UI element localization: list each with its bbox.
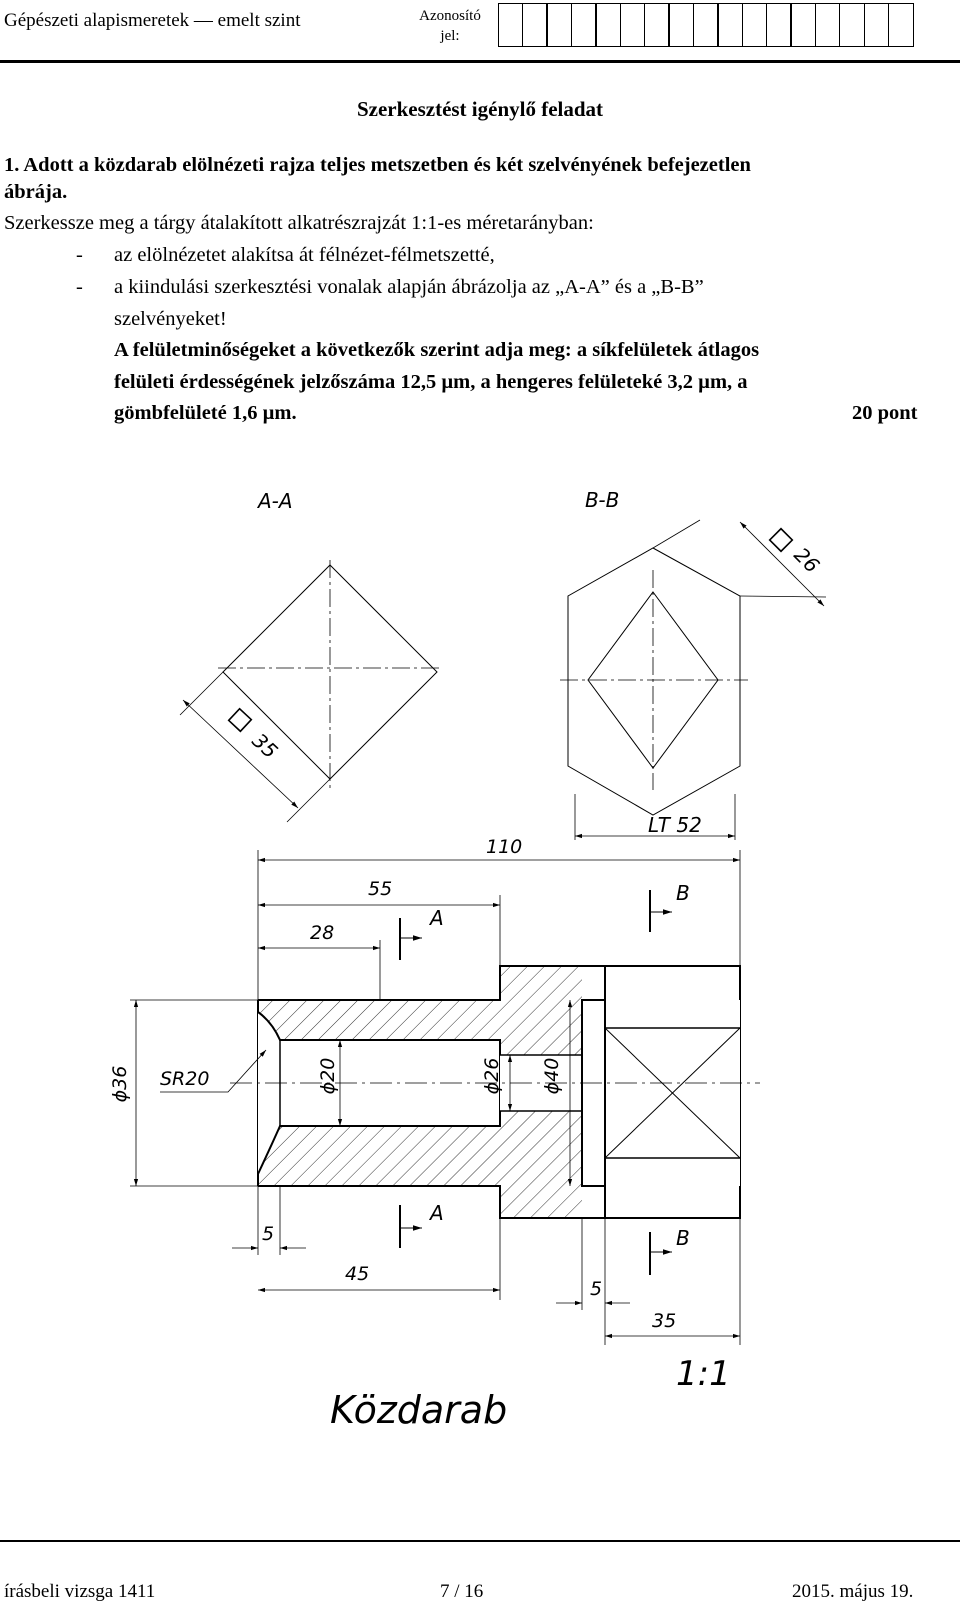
bb-hexagon-outline (568, 548, 740, 815)
dim-phi26-label: ϕ26 (481, 1057, 503, 1095)
para-line1: A felületminőségeket a következők szerint adja meg: a síkfelületek átlagos (114, 339, 760, 361)
cut-a-bottom-label: A (430, 1201, 444, 1225)
task-line3: Szerkessze meg a tárgy átalakított alkatrészrajzát 1:1-es méretarányban: (4, 212, 594, 234)
dim-35-label: 35 (652, 1310, 677, 1332)
cut-a-top-label: A (430, 906, 444, 930)
front-view-section (130, 850, 760, 1345)
footer-date: 2015. május 19. (792, 1581, 914, 1602)
footer-page: 7 / 16 (440, 1581, 484, 1602)
bullet2-text: a kiindulási szerkesztési vonalak alapján ábrázolja az „A-A” és a „B-B” (114, 276, 704, 298)
bb-ext-line-1 (653, 520, 700, 548)
dim-lt52-label: LT 52 (648, 813, 702, 837)
scale-label: 1:1 (676, 1354, 731, 1394)
points: 20 pont (852, 402, 918, 424)
dim-sq35-label: 35 (247, 728, 283, 764)
cut-b-bottom-label: B (676, 1226, 690, 1250)
page-header-title: Gépészeti alapismeretek — emelt szint (4, 10, 301, 31)
dim-phi36-label: ϕ36 (109, 1065, 131, 1103)
footer-divider (0, 1540, 960, 1542)
dim-5a-label: 5 (262, 1223, 275, 1245)
dim-5b-label: 5 (590, 1278, 603, 1300)
aa-ext-line-1 (180, 672, 223, 715)
dim-28-label: 28 (310, 922, 335, 944)
flange (582, 1000, 605, 1186)
section-bb-label: B-B (585, 488, 620, 512)
bullet1-text: az elölnézetet alakítsa át félnézet-félmetszetté, (114, 244, 495, 266)
id-label-line1: Azonosító (419, 8, 481, 24)
dim-55-label: 55 (368, 878, 393, 900)
section-bb-view (560, 520, 826, 840)
para-line3: gömbfelületé 1,6 µm. (114, 402, 297, 424)
task-line1: 1. Adott a közdarab elölnézeti rajza teljes metszetben és két szelvényének befejezetlen (4, 154, 751, 176)
square-symbol-icon (770, 529, 793, 552)
task-line2: ábrája. (4, 181, 68, 203)
aa-ext-line-2 (287, 779, 330, 822)
id-label-line2: jel: (440, 28, 460, 44)
part-name-label: Közdarab (330, 1388, 508, 1432)
footer-left: írásbeli vizsga 1411 (4, 1581, 156, 1602)
bb-ext-line-2 (740, 596, 826, 597)
cut-b-top-label: B (676, 881, 690, 905)
dim-110-label: 110 (486, 836, 523, 858)
aa-dim-35-line (183, 700, 298, 808)
bullet1-dash: - (76, 244, 83, 266)
task-heading: Szerkesztést igénylő feladat (356, 97, 604, 121)
bullet2-cont: szelvényeket! (114, 308, 227, 330)
dim-phi40-label: ϕ40 (541, 1057, 563, 1095)
square-symbol-icon (229, 709, 252, 732)
bullet2-dash: - (76, 276, 83, 298)
para-line2: felületi érdességének jelzőszáma 12,5 µm, a hengeres felületeké 3,2 µm, a (114, 371, 748, 393)
section-aa-label: A-A (258, 489, 293, 513)
dim-45-label: 45 (345, 1263, 370, 1285)
dim-sq26-label: 26 (789, 542, 825, 578)
section-aa-view (180, 560, 442, 822)
dim-phi20-label: ϕ20 (317, 1057, 339, 1095)
dim-sr20-label: SR20 (160, 1068, 210, 1090)
